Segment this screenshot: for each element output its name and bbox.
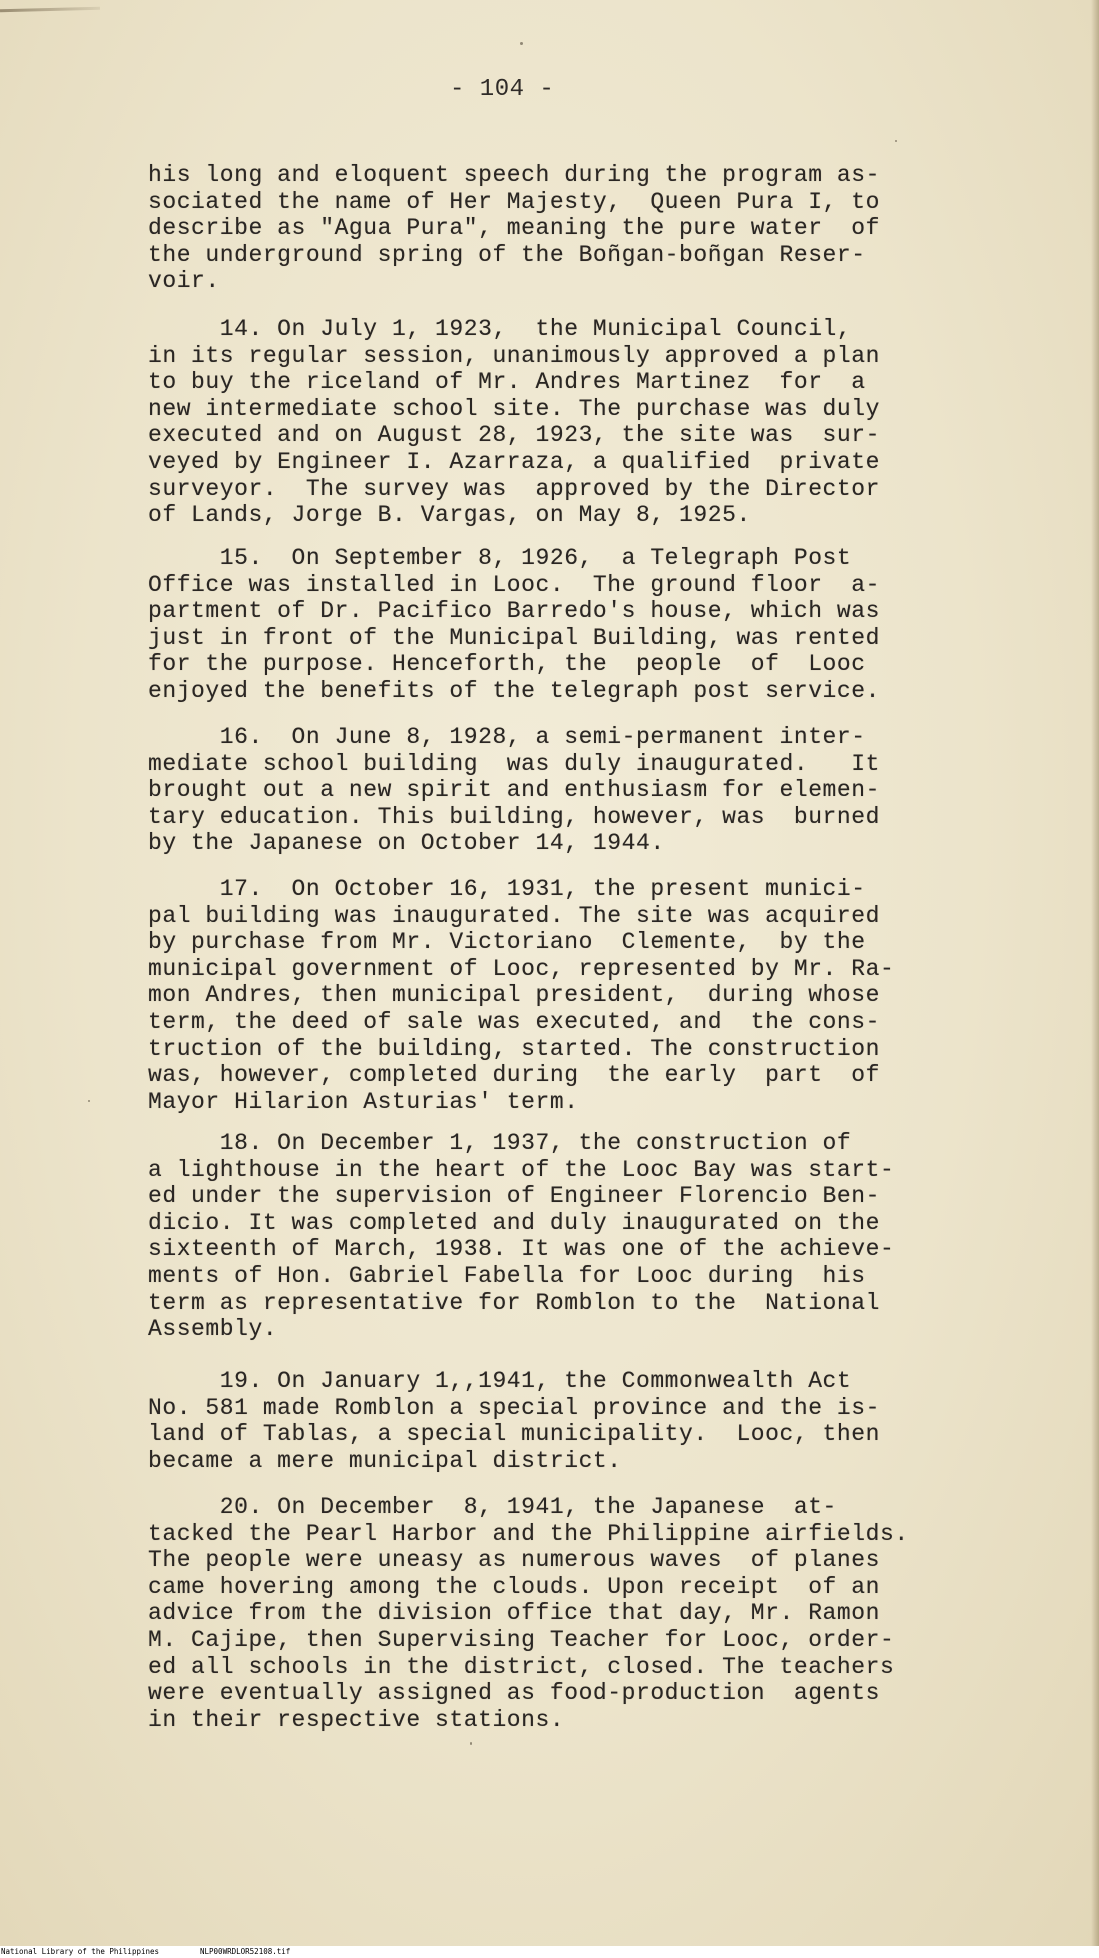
paper-speck (520, 42, 523, 45)
paragraph-18: 18. On December 1, 1937, the construction of a lighthouse in the heart of the Looc Bay was start- ed under the supervision of Engineer Florencio Ben- dicio. It was completed and duly inaugurated on the sixteenth of March, 1938. It was one of the achieve- ments of Hon. Gabriel Fabella for Looc during his term as representative for Romblon to the National Assembly. (148, 1130, 895, 1343)
paragraph-20: 20. On December 8, 1941, the Japanese at- tacked the Pearl Harbor and the Philippine airfields. The people were uneasy as numerous waves of planes came hovering among the clouds. Upon receipt of an advice from the division office that day, Mr. Ramon M. Cajipe, then Supervising Teacher for Looc, order- ed all schools in the district, closed. The teachers were eventually assigned as food-production agents in their respective stations. (148, 1494, 909, 1733)
footer-filename: NLP00WRDLOR52108.tif (200, 1947, 291, 1956)
paragraph-16: 16. On June 8, 1928, a semi-permanent inter- mediate school building was duly inaugurated. It brought out a new spirit and enthusiasm for elemen- tary education. This building, however, was burned by the Japanese on October 14, 1944. (148, 724, 880, 857)
footer-bar (0, 1946, 1099, 1958)
paragraph-17: 17. On October 16, 1931, the present munici- pal building was inaugurated. The site was acquired by purchase from Mr. Victoriano Clemente, by the municipal government of Looc, represented by Mr. Ra- mon Andres, then municipal president, during whose term, the deed of sale was executed, and the cons- truction of the building, started. The construction was, however, completed during the early part of Mayor Hilarion Asturias' term. (148, 876, 895, 1115)
paper-speck (895, 140, 897, 142)
footer-library-label: National Library of the Philippines (1, 1947, 160, 1956)
paragraph-15: 15. On September 8, 1926, a Telegraph Post Office was installed in Looc. The ground floor a- partment of Dr. Pacifico Barredo's house, which was just in front of the Municipal Building, was rented for the purpose. Henceforth, the people of Looc enjoyed the benefits of the telegraph post service. (148, 545, 880, 704)
paragraph-13-continued: his long and eloquent speech during the program as- sociated the name of Her Majesty, Queen Pura I, to describe as "Agua Pura", meaning the pure water of the underground spring of the Boñgan-boñgan Reser- voir. (148, 162, 880, 295)
page-number: - 104 - (450, 76, 555, 103)
page-edge-shadow (1091, 0, 1099, 1946)
paragraph-19: 19. On January 1,,1941, the Commonwealth Act No. 581 made Romblon a special province and the is- land of Tablas, a special municipality. Looc, then became a mere municipal district. (148, 1368, 880, 1474)
scan-mark (0, 7, 100, 13)
paper-speck (88, 1100, 90, 1102)
paper-speck (470, 1742, 472, 1745)
paragraph-14: 14. On July 1, 1923, the Municipal Council, in its regular session, unanimously approved a plan to buy the riceland of Mr. Andres Martinez for a new intermediate school site. The purchase was duly executed and on August 28, 1923, the site was sur- veyed by Engineer I. Azarraza, a qualified private surveyor. The survey was approved by the Director of Lands, Jorge B. Vargas, on May 8, 1925. (148, 316, 880, 529)
